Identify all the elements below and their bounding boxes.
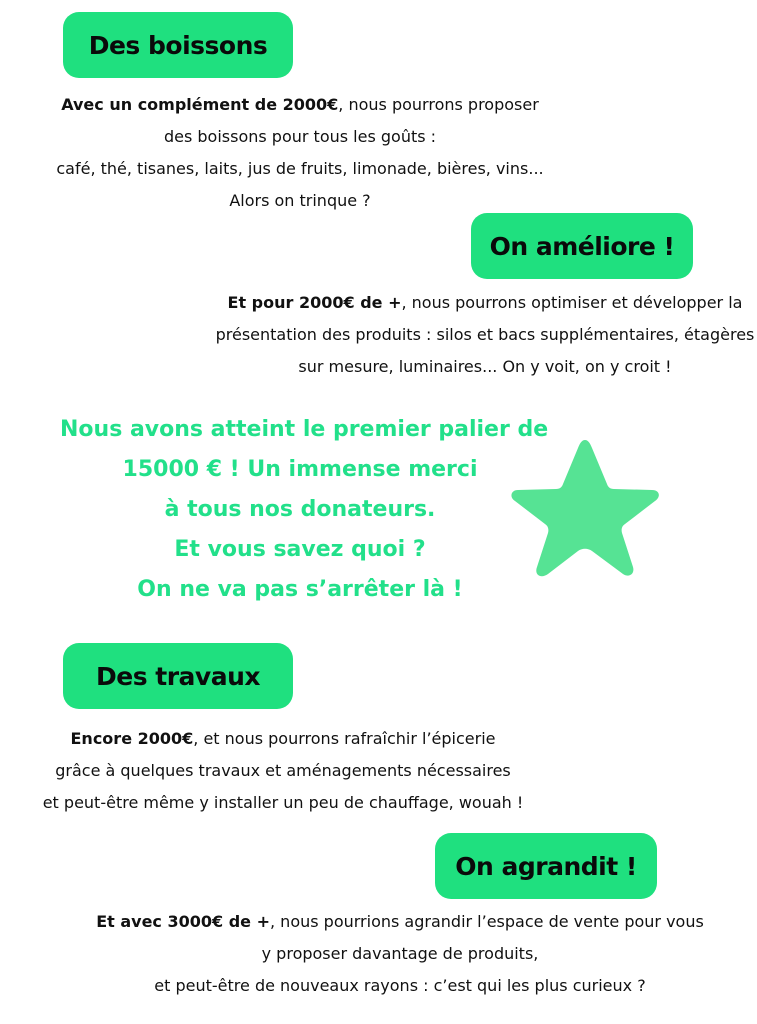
text-line: Encore 2000€, et nous pourrons rafraîchir l’épicerie <box>70 729 496 748</box>
section-title-agrandit: On agrandit ! <box>435 833 657 899</box>
announcement-line: Et vous savez quoi ? <box>174 537 426 562</box>
text-line: Alors on trinque ? <box>229 191 371 210</box>
section-text-boissons <box>0 89 600 217</box>
text-line: Et pour 2000€ de +, nous pourrons optimiser et développer la <box>227 293 743 312</box>
text-line: des boissons pour tous les goûts : <box>163 127 437 146</box>
announcement-line: Nous avons atteint le premier palier de <box>60 417 549 442</box>
text-line: sur mesure, luminaires... On y voit, on y croit ! <box>298 357 672 376</box>
text-line: Et avec 3000€ de +, nous pourrions agrandir l’espace de vente pour vous <box>96 912 704 931</box>
section-title-boissons: Des boissons <box>63 12 293 78</box>
announcement-line: à tous nos donateurs. <box>164 497 436 522</box>
announcement-line: On ne va pas s’arrêter là ! <box>137 577 463 602</box>
announcement-line: 15000 € ! Un immense merci <box>122 457 478 482</box>
star-icon <box>508 434 662 580</box>
text-line: et peut-être même y installer un peu de chauffage, wouah ! <box>42 793 524 812</box>
section-text-travaux <box>0 723 566 819</box>
milestone-announcement <box>60 410 549 610</box>
section-title-ameliore: On améliore ! <box>471 213 693 279</box>
text-line: présentation des produits : silos et bacs supplémentaires, étagères <box>215 325 755 344</box>
section-text-ameliore <box>215 287 755 383</box>
section-text-agrandit <box>60 906 740 1002</box>
text-line: Avec un complément de 2000€, nous pourrons proposer <box>61 95 539 114</box>
text-line: et peut-être de nouveaux rayons : c’est qui les plus curieux ? <box>154 976 646 995</box>
text-line: café, thé, tisanes, laits, jus de fruits, limonade, bières, vins... <box>56 159 544 178</box>
text-line: grâce à quelques travaux et aménagements nécessaires <box>55 761 511 780</box>
text-line: y proposer davantage de produits, <box>261 944 539 963</box>
section-title-travaux: Des travaux <box>63 643 293 709</box>
